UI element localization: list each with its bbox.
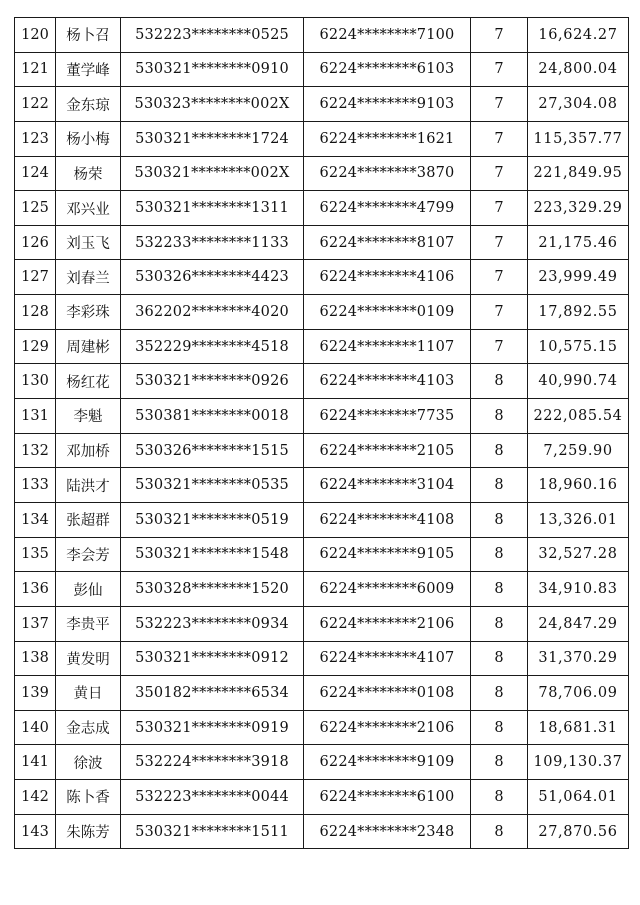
card-number-cell: 6224********6103 <box>304 52 471 87</box>
name-cell: 邓加桥 <box>56 433 121 468</box>
table-row <box>15 191 629 226</box>
id-number-cell: 532223********0934 <box>121 606 304 641</box>
amount-cell: 21,175.46 <box>528 225 629 260</box>
row-number-cell: 141 <box>15 745 56 780</box>
group-cell: 7 <box>471 329 528 364</box>
card-number-cell: 6224********4103 <box>304 364 471 399</box>
id-number-cell: 352229********4518 <box>121 329 304 364</box>
card-number-cell: 6224********6009 <box>304 572 471 607</box>
row-number-cell: 124 <box>15 156 56 191</box>
row-number-cell: 127 <box>15 260 56 295</box>
row-number-cell: 120 <box>15 18 56 53</box>
card-number-cell: 6224********7100 <box>304 18 471 53</box>
table-row <box>15 295 629 330</box>
row-number-cell: 142 <box>15 780 56 815</box>
group-cell: 8 <box>471 433 528 468</box>
table-row <box>15 468 629 503</box>
card-number-cell: 6224********4106 <box>304 260 471 295</box>
name-cell: 金东琼 <box>56 87 121 122</box>
group-cell: 8 <box>471 641 528 676</box>
row-number-cell: 136 <box>15 572 56 607</box>
card-number-cell: 6224********1107 <box>304 329 471 364</box>
id-number-cell: 530321********1311 <box>121 191 304 226</box>
row-number-cell: 143 <box>15 814 56 849</box>
table-row <box>15 18 629 53</box>
name-cell: 杨卜召 <box>56 18 121 53</box>
payment-roster-table <box>14 17 629 849</box>
id-number-cell: 350182********6534 <box>121 676 304 711</box>
row-number-cell: 122 <box>15 87 56 122</box>
amount-cell: 7,259.90 <box>528 433 629 468</box>
amount-cell: 18,960.16 <box>528 468 629 503</box>
name-cell: 刘玉飞 <box>56 225 121 260</box>
table-row <box>15 676 629 711</box>
amount-cell: 23,999.49 <box>528 260 629 295</box>
amount-cell: 223,329.29 <box>528 191 629 226</box>
group-cell: 7 <box>471 18 528 53</box>
card-number-cell: 6224********8107 <box>304 225 471 260</box>
group-cell: 7 <box>471 191 528 226</box>
row-number-cell: 131 <box>15 399 56 434</box>
card-number-cell: 6224********9105 <box>304 537 471 572</box>
group-cell: 8 <box>471 502 528 537</box>
name-cell: 周建彬 <box>56 329 121 364</box>
group-cell: 7 <box>471 156 528 191</box>
amount-cell: 16,624.27 <box>528 18 629 53</box>
table-row <box>15 606 629 641</box>
name-cell: 李贵平 <box>56 606 121 641</box>
name-cell: 杨红花 <box>56 364 121 399</box>
table-row <box>15 329 629 364</box>
group-cell: 8 <box>471 399 528 434</box>
amount-cell: 115,357.77 <box>528 121 629 156</box>
id-number-cell: 532223********0525 <box>121 18 304 53</box>
group-cell: 8 <box>471 676 528 711</box>
id-number-cell: 532224********3918 <box>121 745 304 780</box>
amount-cell: 31,370.29 <box>528 641 629 676</box>
name-cell: 李魁 <box>56 399 121 434</box>
table-row <box>15 780 629 815</box>
card-number-cell: 6224********2106 <box>304 606 471 641</box>
id-number-cell: 362202********4020 <box>121 295 304 330</box>
table-row <box>15 502 629 537</box>
id-number-cell: 530321********1511 <box>121 814 304 849</box>
name-cell: 陆洪才 <box>56 468 121 503</box>
table-row <box>15 260 629 295</box>
name-cell: 董学峰 <box>56 52 121 87</box>
amount-cell: 78,706.09 <box>528 676 629 711</box>
group-cell: 7 <box>471 121 528 156</box>
table-row <box>15 433 629 468</box>
row-number-cell: 128 <box>15 295 56 330</box>
table-row <box>15 399 629 434</box>
group-cell: 7 <box>471 295 528 330</box>
table-row <box>15 364 629 399</box>
amount-cell: 24,800.04 <box>528 52 629 87</box>
card-number-cell: 6224********1621 <box>304 121 471 156</box>
name-cell: 彭仙 <box>56 572 121 607</box>
row-number-cell: 138 <box>15 641 56 676</box>
table-row <box>15 87 629 122</box>
row-number-cell: 132 <box>15 433 56 468</box>
name-cell: 金志成 <box>56 710 121 745</box>
amount-cell: 40,990.74 <box>528 364 629 399</box>
card-number-cell: 6224********7735 <box>304 399 471 434</box>
row-number-cell: 123 <box>15 121 56 156</box>
name-cell: 杨小梅 <box>56 121 121 156</box>
id-number-cell: 532223********0044 <box>121 780 304 815</box>
card-number-cell: 6224********2105 <box>304 433 471 468</box>
amount-cell: 24,847.29 <box>528 606 629 641</box>
name-cell: 黄发明 <box>56 641 121 676</box>
name-cell: 张超群 <box>56 502 121 537</box>
id-number-cell: 530321********1548 <box>121 537 304 572</box>
table-row <box>15 156 629 191</box>
card-number-cell: 6224********9103 <box>304 87 471 122</box>
group-cell: 8 <box>471 710 528 745</box>
name-cell: 邓兴业 <box>56 191 121 226</box>
table-row <box>15 537 629 572</box>
card-number-cell: 6224********2106 <box>304 710 471 745</box>
card-number-cell: 6224********6100 <box>304 780 471 815</box>
card-number-cell: 6224********3104 <box>304 468 471 503</box>
id-number-cell: 530321********0910 <box>121 52 304 87</box>
group-cell: 8 <box>471 606 528 641</box>
amount-cell: 221,849.95 <box>528 156 629 191</box>
id-number-cell: 530328********1520 <box>121 572 304 607</box>
id-number-cell: 530323********002X <box>121 87 304 122</box>
table-row <box>15 121 629 156</box>
amount-cell: 18,681.31 <box>528 710 629 745</box>
table-body <box>15 18 629 849</box>
amount-cell: 27,304.08 <box>528 87 629 122</box>
name-cell: 徐波 <box>56 745 121 780</box>
amount-cell: 109,130.37 <box>528 745 629 780</box>
amount-cell: 32,527.28 <box>528 537 629 572</box>
row-number-cell: 139 <box>15 676 56 711</box>
card-number-cell: 6224********3870 <box>304 156 471 191</box>
group-cell: 7 <box>471 225 528 260</box>
card-number-cell: 6224********0108 <box>304 676 471 711</box>
group-cell: 8 <box>471 572 528 607</box>
id-number-cell: 530321********0535 <box>121 468 304 503</box>
row-number-cell: 137 <box>15 606 56 641</box>
card-number-cell: 6224********4107 <box>304 641 471 676</box>
amount-cell: 13,326.01 <box>528 502 629 537</box>
id-number-cell: 530321********1724 <box>121 121 304 156</box>
row-number-cell: 135 <box>15 537 56 572</box>
group-cell: 7 <box>471 260 528 295</box>
name-cell: 杨荣 <box>56 156 121 191</box>
card-number-cell: 6224********9109 <box>304 745 471 780</box>
name-cell: 黄日 <box>56 676 121 711</box>
name-cell: 刘春兰 <box>56 260 121 295</box>
table-row <box>15 814 629 849</box>
amount-cell: 17,892.55 <box>528 295 629 330</box>
id-number-cell: 530326********1515 <box>121 433 304 468</box>
amount-cell: 10,575.15 <box>528 329 629 364</box>
table-row <box>15 710 629 745</box>
id-number-cell: 530326********4423 <box>121 260 304 295</box>
group-cell: 8 <box>471 468 528 503</box>
id-number-cell: 530321********0519 <box>121 502 304 537</box>
id-number-cell: 530321********0919 <box>121 710 304 745</box>
id-number-cell: 530321********0912 <box>121 641 304 676</box>
row-number-cell: 140 <box>15 710 56 745</box>
row-number-cell: 134 <box>15 502 56 537</box>
card-number-cell: 6224********2348 <box>304 814 471 849</box>
group-cell: 8 <box>471 537 528 572</box>
id-number-cell: 530321********002X <box>121 156 304 191</box>
amount-cell: 51,064.01 <box>528 780 629 815</box>
group-cell: 8 <box>471 364 528 399</box>
row-number-cell: 121 <box>15 52 56 87</box>
name-cell: 陈卜香 <box>56 780 121 815</box>
card-number-cell: 6224********4108 <box>304 502 471 537</box>
table-row <box>15 641 629 676</box>
group-cell: 8 <box>471 780 528 815</box>
row-number-cell: 129 <box>15 329 56 364</box>
group-cell: 8 <box>471 814 528 849</box>
group-cell: 8 <box>471 745 528 780</box>
row-number-cell: 126 <box>15 225 56 260</box>
amount-cell: 34,910.83 <box>528 572 629 607</box>
table-row <box>15 225 629 260</box>
card-number-cell: 6224********4799 <box>304 191 471 226</box>
group-cell: 7 <box>471 87 528 122</box>
row-number-cell: 125 <box>15 191 56 226</box>
id-number-cell: 532233********1133 <box>121 225 304 260</box>
group-cell: 7 <box>471 52 528 87</box>
name-cell: 朱陈芳 <box>56 814 121 849</box>
payment-roster-sheet <box>14 17 622 849</box>
table-row <box>15 52 629 87</box>
id-number-cell: 530321********0926 <box>121 364 304 399</box>
id-number-cell: 530381********0018 <box>121 399 304 434</box>
row-number-cell: 130 <box>15 364 56 399</box>
row-number-cell: 133 <box>15 468 56 503</box>
amount-cell: 222,085.54 <box>528 399 629 434</box>
name-cell: 李会芳 <box>56 537 121 572</box>
name-cell: 李彩珠 <box>56 295 121 330</box>
table-row <box>15 745 629 780</box>
table-row <box>15 572 629 607</box>
amount-cell: 27,870.56 <box>528 814 629 849</box>
card-number-cell: 6224********0109 <box>304 295 471 330</box>
